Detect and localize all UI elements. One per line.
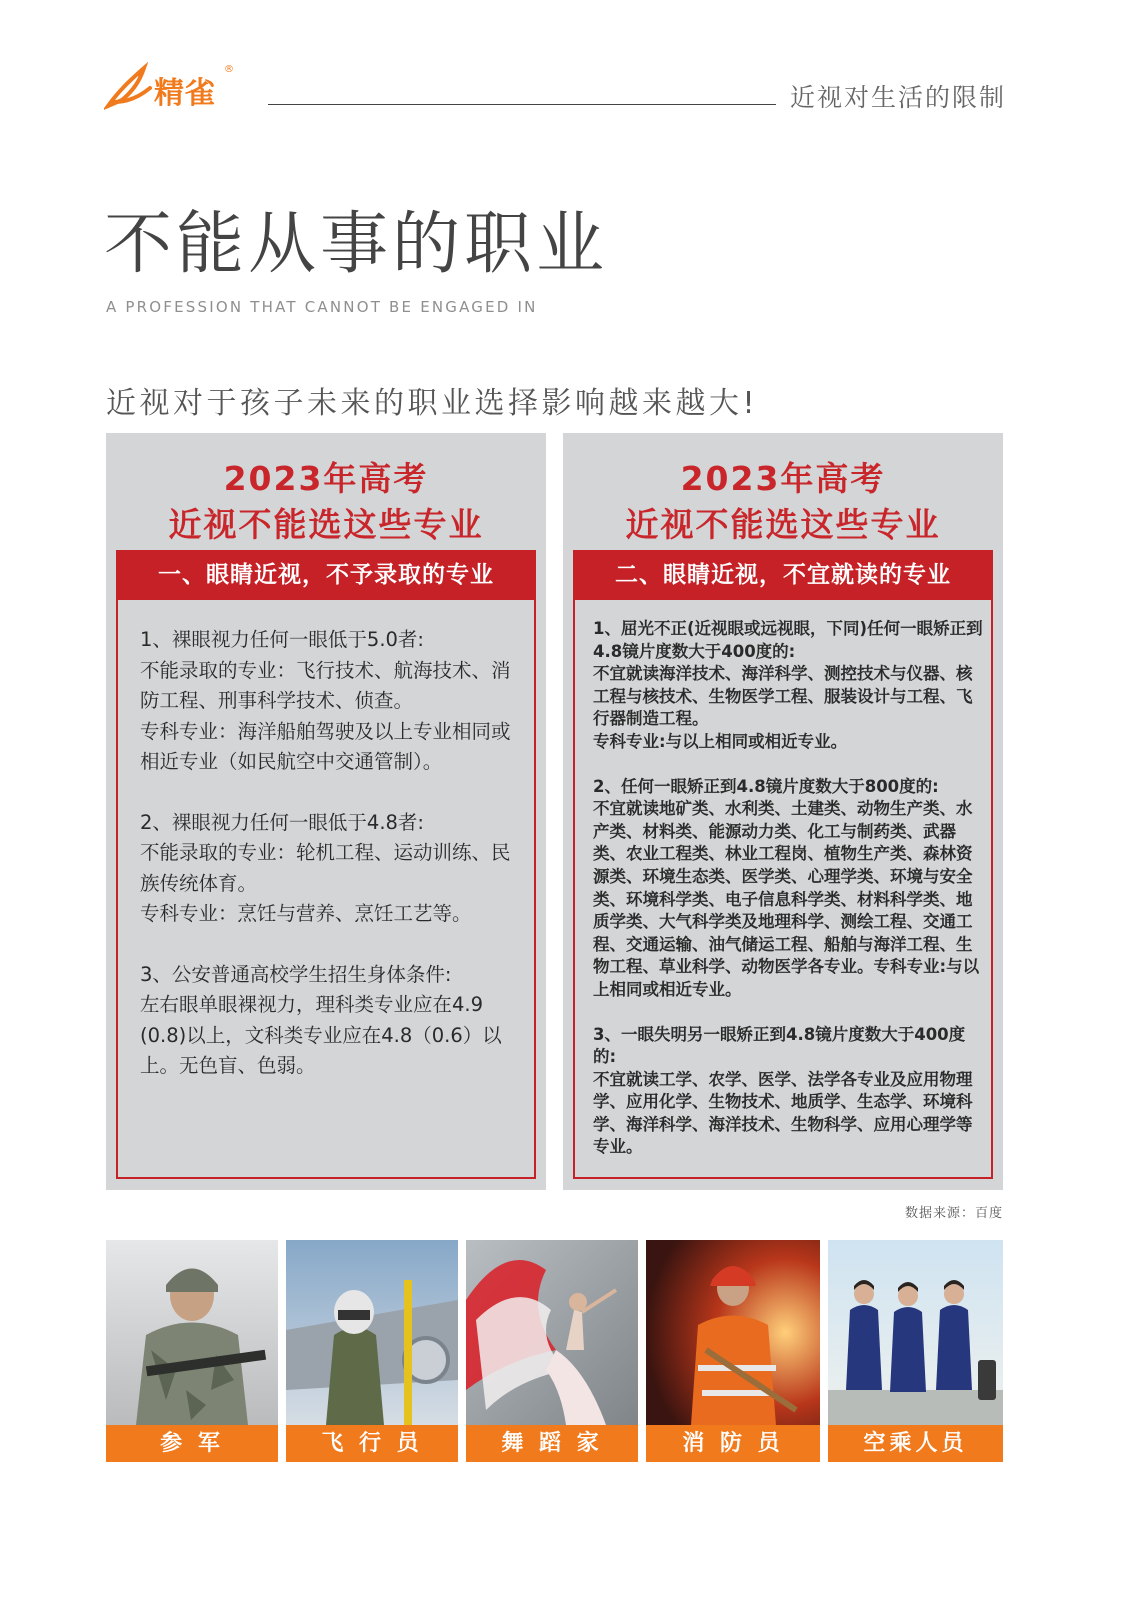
profession-label: 参 军	[106, 1425, 278, 1462]
profession-label: 舞 蹈 家	[466, 1425, 638, 1462]
section-title: 近视对生活的限制	[790, 83, 1007, 112]
profession-label: 消 防 员	[646, 1425, 820, 1462]
registered-mark: ®	[224, 64, 234, 75]
profession-card-dancer	[466, 1240, 638, 1462]
page-subtitle: A PROFESSION THAT CANNOT BE ENGAGED IN	[106, 298, 538, 316]
firefighter-photo-icon	[646, 1240, 820, 1425]
rule-section: 3、公安普通高校学生招生身体条件: 左右眼单眼裸视力，理科类专业应在4.9 (0.8)以上，文科类专业应在4.8（0.6）以上。无色盲、色弱。	[140, 962, 502, 1077]
profession-card-pilot	[286, 1240, 458, 1462]
page-title: 不能从事的职业	[104, 205, 609, 284]
profession-card-firefighter	[646, 1240, 820, 1462]
rule-section: 2、任何一眼矫正到4.8镜片度数大于800度的: 不宜就读地矿类、水利类、土建类、动物生产类、水产类、材料类、能源动力类、化工与制药类、武器类、农业工程类、林业工程岗、植物生产类、森林资源类、环境生态类、医学类、心理学类、环境与安全类、环境科学类、电子信息科学类、材料科学类、地质学类、大气科学类及地理科学、测绘工程、交通工程、交通运输、油气储运工程、船舶与海洋工程、生物工程、草业科学、动物医学各专业。专科专业:与以上相同或相近专业。	[593, 776, 980, 999]
data-source: 数据来源：百度	[904, 1206, 1003, 1221]
panel-content-box	[116, 600, 536, 1179]
panel-title-year: 2023年高考	[680, 459, 886, 498]
panel-title-year: 2023年高考	[223, 459, 429, 498]
profession-card-flight-attendant	[828, 1240, 1003, 1462]
brand-logo	[104, 62, 236, 110]
intro-text: 近视对于孩子未来的职业选择影响越来越大!	[106, 386, 759, 421]
panel-content	[593, 618, 987, 1181]
rule-section: 2、裸眼视力任何一眼低于4.8者: 不能录取的专业：轮机工程、运动训练、民族传统体育。 专科专业：烹饪与营养、烹饪工艺等。	[140, 810, 511, 925]
flight-attendant-photo-icon	[828, 1240, 1003, 1425]
rule-section: 1、屈光不正(近视眼或远视眼，下同)任何一眼矫正到4.8镜片度数大于400度的: 不宜就读海洋技术、海洋科学、测控技术与仪器、核工程与核技术、生物医学工程、服装设计与工程、飞行器制造工程。 专科专业:与以上相同或相近专业。	[593, 619, 983, 751]
rule-section: 1、裸眼视力任何一眼低于5.0者: 不能录取的专业：飞行技术、航海技术、消防工程、刑事科学技术、侦查。 专科专业：海洋船舶驾驶及以上专业相同或相近专业（如民航空中交通管制）。	[140, 628, 511, 773]
bird-logo-icon	[104, 62, 156, 110]
profession-card-soldier	[106, 1240, 278, 1462]
panel-not-admitted	[106, 433, 546, 1190]
rule-section: 3、一眼失明另一眼矫正到4.8镜片度数大于400度的: 不宜就读工学、农学、医学、法学各专业及应用物理学、应用化学、生物技术、地质学、生态学、环境科学、海洋科学、海洋技术、生物科学、应用心理学等专业。	[593, 1024, 973, 1157]
profession-label: 空乘人员	[828, 1425, 1003, 1462]
panel-banner: 一、眼睛近视，不予录取的专业	[116, 550, 536, 600]
panel-not-suitable	[563, 433, 1003, 1190]
panel-title-heading: 近视不能选这些专业	[625, 505, 941, 544]
dancer-photo-icon	[466, 1240, 638, 1425]
panel-content	[140, 625, 524, 1112]
panel-content-box	[573, 600, 993, 1179]
panel-title-heading: 近视不能选这些专业	[168, 505, 484, 544]
header-divider	[268, 104, 776, 105]
soldier-photo-icon	[106, 1240, 278, 1425]
panel-banner: 二、眼睛近视，不宜就读的专业	[573, 550, 993, 600]
logo-text: 精雀	[154, 76, 216, 111]
pilot-photo-icon	[286, 1240, 458, 1425]
profession-label: 飞 行 员	[286, 1425, 458, 1462]
